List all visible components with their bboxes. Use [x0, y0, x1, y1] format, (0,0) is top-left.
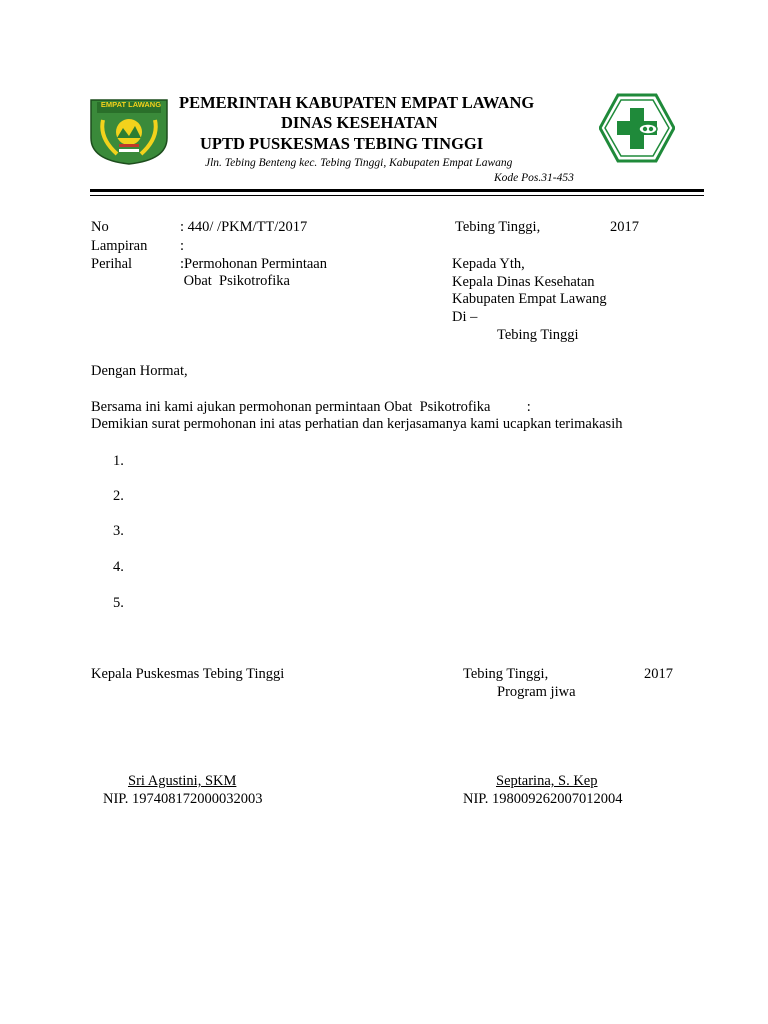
letter-place-date: Tebing Tinggi, — [455, 219, 541, 235]
list-item: 1. — [113, 453, 124, 469]
perihal-value-2: Obat Psikotrofika — [180, 273, 290, 289]
puskesmas-emblem-icon — [599, 93, 675, 163]
header-address: Jln. Tebing Benteng kec. Tebing Tinggi, Kabupaten Empat Lawang — [205, 157, 513, 169]
list-item: 2. — [113, 488, 124, 504]
body-paragraph-1: Bersama ini kami ajukan permohonan permintaan Obat Psikotrofika : — [91, 399, 531, 415]
header-line-2: DINAS KESEHATAN — [281, 113, 438, 132]
body-paragraph-2: Demikian surat permohonan ini atas perhatian dan kerjasamanya kami ucapkan terimakasih — [91, 416, 623, 432]
letter-year: 2017 — [610, 219, 639, 235]
recipient-line-3: Kabupaten Empat Lawang — [452, 291, 607, 307]
header-postcode: Kode Pos.31-453 — [494, 172, 574, 184]
perihal-label: Perihal — [91, 256, 133, 272]
header-line-1: PEMERINTAH KABUPATEN EMPAT LAWANG — [179, 93, 535, 112]
recipient-line-5: Tebing Tinggi — [497, 327, 579, 343]
header-line-3: UPTD PUSKESMAS TEBING TINGGI — [200, 134, 484, 153]
lampiran-label: Lampiran — [91, 238, 148, 254]
perihal-value-1: :Permohonan Permintaan — [180, 256, 327, 272]
header-rule-thin — [90, 195, 704, 196]
right-year: 2017 — [644, 666, 673, 682]
header-rule-thick — [90, 189, 704, 192]
recipient-line-4: Di – — [452, 309, 478, 325]
list-item: 5. — [113, 595, 124, 611]
list-item: 4. — [113, 559, 124, 575]
recipient-line-2: Kepala Dinas Kesehatan — [452, 274, 595, 290]
greeting: Dengan Hormat, — [91, 363, 188, 379]
recipient-line-1: Kepada Yth, — [452, 256, 525, 272]
left-signatory-name: Sri Agustini, SKM — [128, 773, 237, 789]
left-signatory-title: Kepala Puskesmas Tebing Tinggi — [91, 666, 285, 682]
list-item: 3. — [113, 523, 124, 539]
right-signatory-name: Septarina, S. Kep — [496, 773, 598, 789]
left-logo-text: EMPAT LAWANG — [100, 100, 162, 109]
no-label: No — [91, 219, 109, 235]
right-place: Tebing Tinggi, — [463, 666, 549, 682]
right-signatory-title: Program jiwa — [497, 684, 576, 700]
right-signatory-nip: NIP. 198009262007012004 — [463, 791, 623, 807]
lampiran-value: : — [180, 238, 185, 254]
no-value: : 440/ /PKM/TT/2017 — [180, 219, 308, 235]
left-signatory-nip: NIP. 197408172000032003 — [103, 791, 263, 807]
